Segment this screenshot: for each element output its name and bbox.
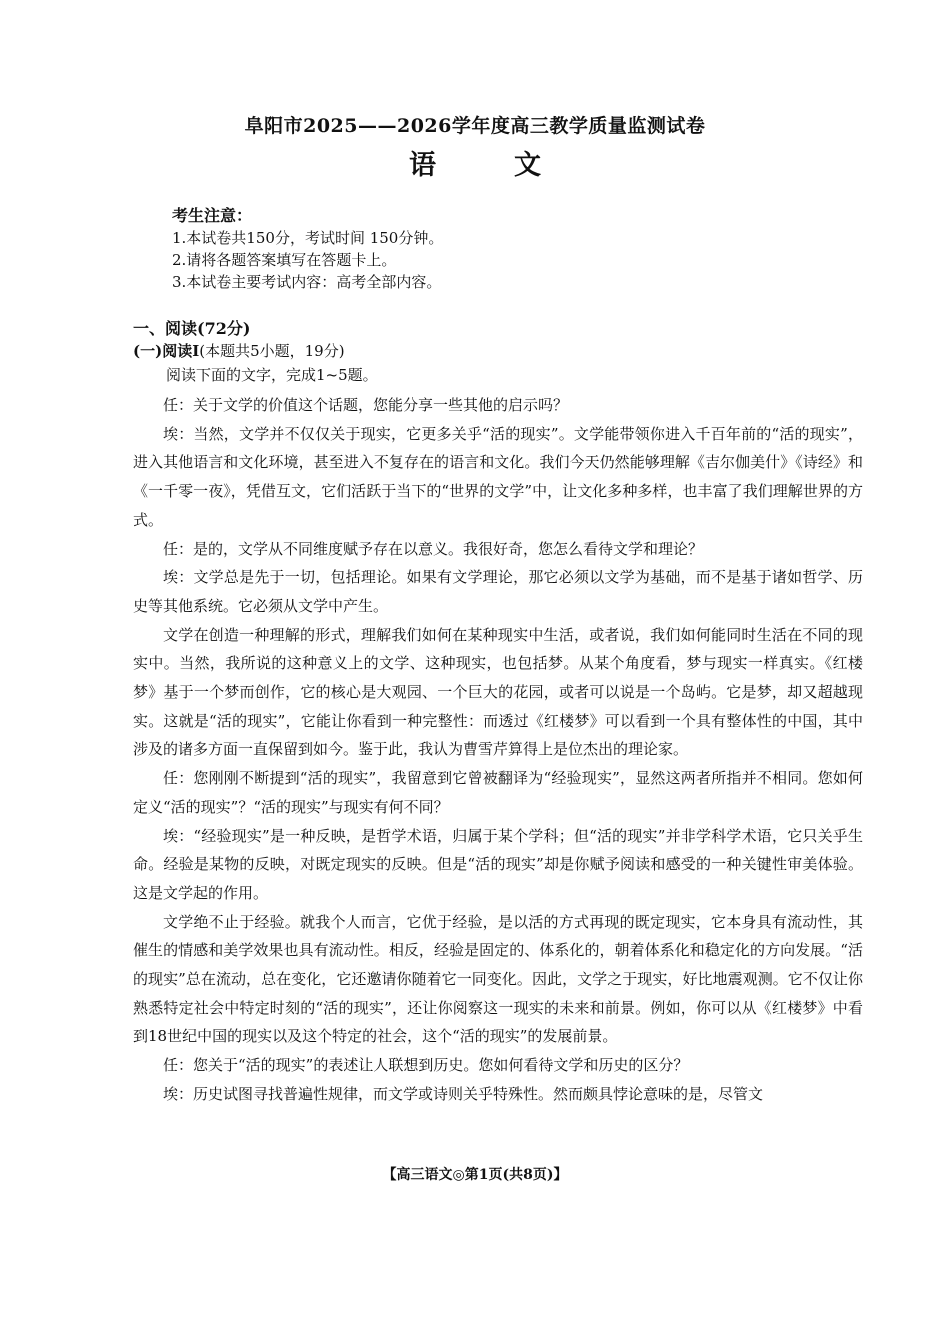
passage-paragraph: 任：关于文学的价值这个话题，您能分享一些其他的启示吗？	[163, 396, 569, 414]
subject-title	[0, 143, 950, 182]
subsection-heading-detail: (本题共5小题，19分)	[199, 342, 345, 360]
notice-heading: 考生注意：	[172, 206, 253, 225]
subsection-heading	[133, 340, 345, 361]
passage-paragraph: 任：您关于“活的现实”的表述让人联想到历史。您如何看待文学和历史的区分？	[163, 1056, 689, 1075]
notice-item: 3.本试卷主要考试内容：高考全部内容。	[172, 273, 442, 291]
passage-paragraph: 埃：“经验现实”是一种反映，是哲学术语，归属于某个学科；但“活的现实”并非学科学术语，它只关乎生命。经验是某物的反映，对既定现实的反映。但是“活的现实”却是你赋予阅读和感受的一种关键性审美体验。这是文学起的作用。	[133, 826, 863, 902]
passage-paragraph: 文学在创造一种理解的形式，理解我们如何在某种现实中生活，或者说，我们如何能同时生活在不同的现实中。当然，我所说的这种意义上的文学、这种现实，也包括梦。从某个角度看，梦与现实一样真实。《红楼梦》基于一个梦而创作，它的核心是大观园、一个巨大的花园，或者可以说是一个岛屿。它是梦，却又超越现实。这就是“活的现实”，它能让你看到一种完整性：而透过《红楼梦》可以看到一个具有整体性的中国，其中涉及的诸多方面一直保留到如今。鉴于此，我认为曹雪芹算得上是位杰出的理论家。	[133, 625, 863, 759]
passage-paragraph: 埃：历史试图寻找普遍性规律，而文学或诗则关乎特殊性。然而颇具悖论意味的是，尽管文	[163, 1084, 764, 1103]
notice-item: 2.请将各题答案填写在答题卡上。	[172, 251, 397, 269]
reading-passage	[133, 391, 863, 1109]
passage-paragraph: 任：是的，文学从不同维度赋予存在以意义。我很好奇，您怎么看待文学和理论？	[163, 539, 704, 558]
subject-char-1: 语	[409, 150, 436, 181]
passage-paragraph: 任：您刚刚不断提到“活的现实”，我留意到它曾被翻译为“经验现实”，显然这两者所指并不相同。您如何定义“活的现实”？“活的现实”与现实有何不同？	[133, 769, 863, 816]
subject-char-2: 文	[514, 150, 541, 181]
page-footer: 【高三语文◎第1页(共8页)】	[382, 1167, 568, 1183]
notice-item: 1.本试卷共150分，考试时间 150分钟。	[172, 229, 444, 247]
exam-title: 阜阳市2025——2026学年度高三教学质量监测试卷	[244, 115, 706, 137]
passage-paragraph: 埃：文学总是先于一切，包括理论。如果有文学理论，那它必须以文学为基础，而不是基于诸如哲学、历史等其他系统。它必须从文学中产生。	[133, 568, 863, 615]
subsection-heading-bold: (一)阅读Ⅰ	[133, 342, 200, 360]
reading-instruction: 阅读下面的文字，完成1~5题。	[166, 366, 378, 384]
passage-paragraph: 文学绝不止于经验。就我个人而言，它优于经验，是以活的方式再现的既定现实，它本身具有流动性，其催生的情感和美学效果也具有流动性。相反，经验是固定的、体系化的，朝着体系化和稳定化的方向发展。“活的现实”总在流动，总在变化，它还邀请你随着它一同变化。因此，文学之于现实，好比地震观测。它不仅让你熟悉特定社会中特定时刻的“活的现实”，还让你阅察这一现实的未来和前景。例如，你可以从《红楼梦》中看到18世纪中国的现实以及这个特定的社会，这个“活的现实”的发展前景。	[133, 912, 863, 1046]
section-heading: 一、阅读(72分)	[133, 319, 251, 338]
passage-paragraph: 埃：当然，文学并不仅仅关于现实，它更多关乎“活的现实”。文学能带领你进入千百年前的“活的现实”，进入其他语言和文化环境，甚至进入不复存在的语言和文化。我们今天仍然能够理解《吉尔伽美什》《诗经》和《一千零一夜》，凭借互文，它们活跃于当下的“世界的文学”中，让文化多种多样，也丰富了我们理解世界的方式。	[133, 424, 863, 529]
